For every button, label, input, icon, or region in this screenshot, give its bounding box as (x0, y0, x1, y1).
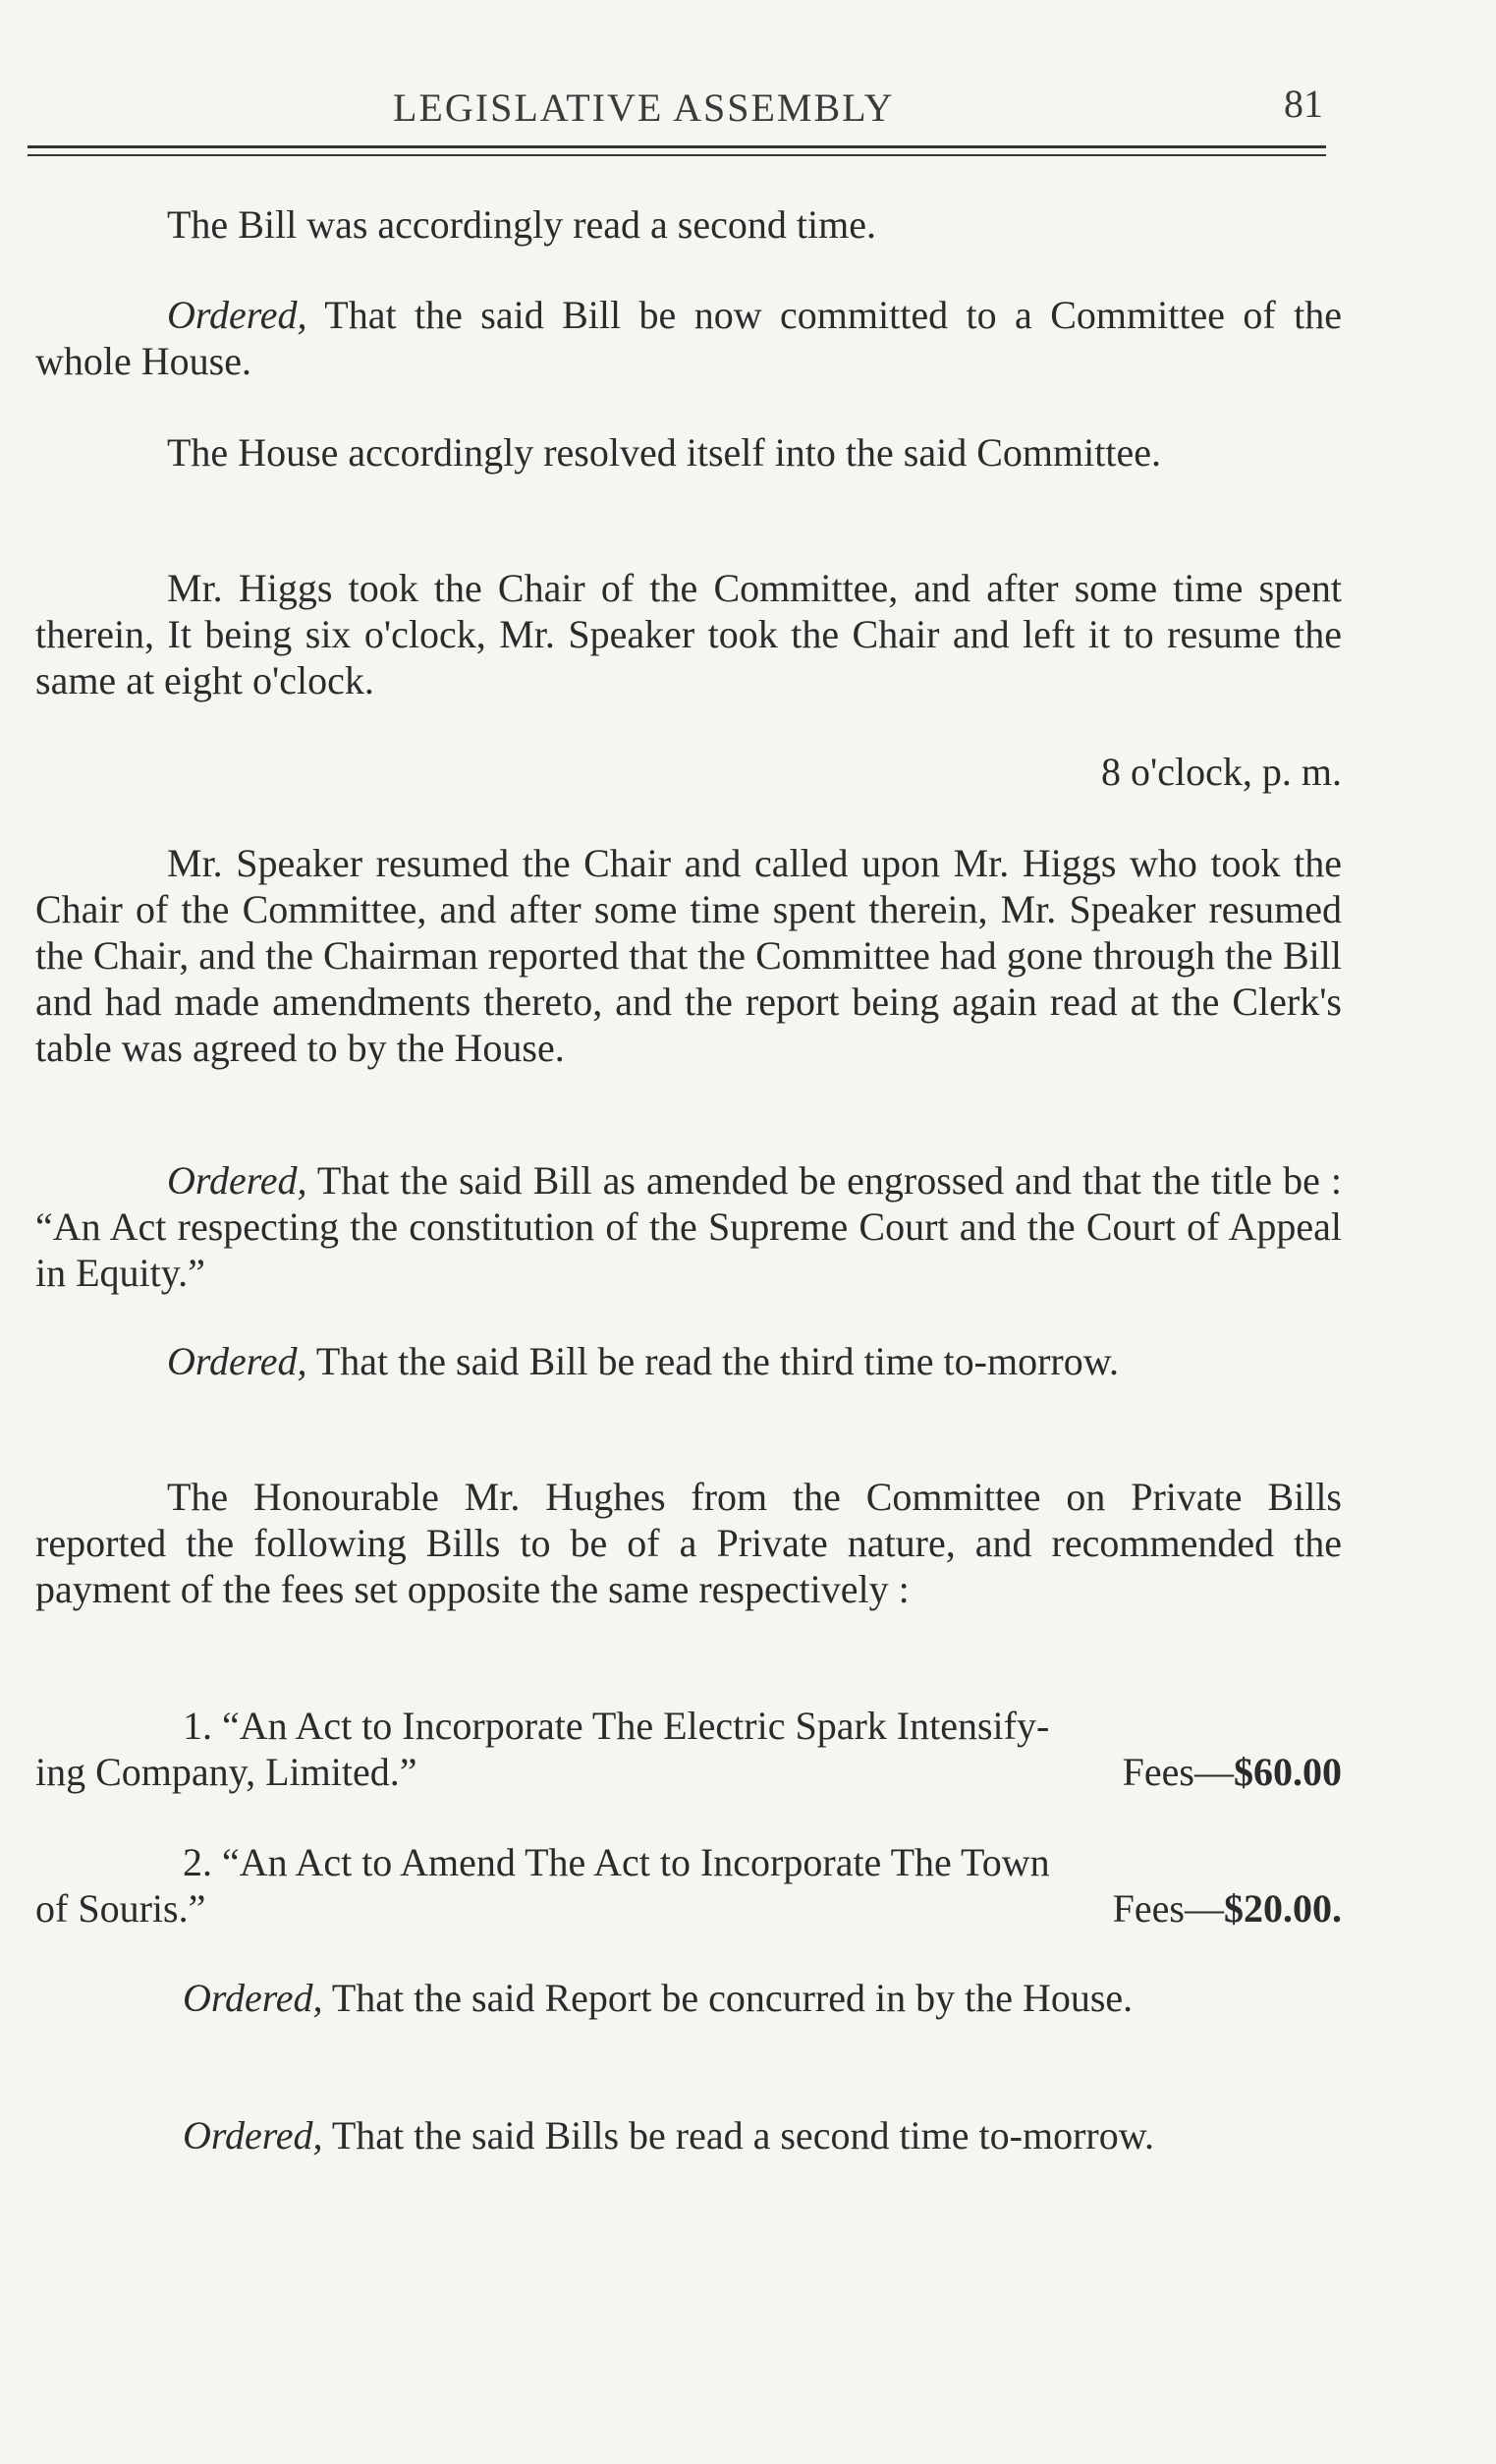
ordered-label: Ordered, (167, 1158, 307, 1203)
bill-item-title: 1. “An Act to Incorporate The Electric Spark Intensify- (183, 1704, 1050, 1748)
paragraph-text: That the said Bill as amended be engrossed and that the title be : “An Act respecting the constitution of the Supreme Court and the Court of Appeal in Equity.” (35, 1158, 1342, 1295)
paragraph-private-bills (35, 1474, 1342, 1612)
paragraph-text: That the said Report be concurred in by the House. (331, 1976, 1134, 2020)
paragraph-text: The Bill was accordingly read a second time. (167, 202, 876, 247)
running-title: LEGISLATIVE ASSEMBLY (393, 85, 895, 130)
bill-item-fees (1113, 1885, 1342, 1932)
page-header (29, 77, 1331, 136)
fees-label: Fees— (1122, 1750, 1234, 1794)
bill-item-title: 2. “An Act to Amend The Act to Incorporate The Town (183, 1840, 1050, 1884)
paragraph-engrossed (35, 1157, 1342, 1296)
ordered-label: Ordered, (183, 1976, 323, 2020)
paragraph-text: Mr. Higgs took the Chair of the Committee, and after some time spent therein, It being six o'clock, Mr. Speaker took the Chair and left it to resume the same at eight o'clock. (35, 566, 1342, 702)
bill-item-fees (1123, 1749, 1342, 1795)
page-number: 81 (1284, 82, 1323, 126)
paragraph-report (35, 840, 1342, 1071)
paragraph-third-reading (35, 1338, 1342, 1384)
header-rule-bottom (28, 154, 1326, 156)
paragraph-text: The Honourable Mr. Hughes from the Committee on Private Bills reported the following Bills to be of a Private nature, and recommended the payment of the fees set opposite the same respectively : (35, 1475, 1342, 1611)
bill-item-2 (35, 1839, 1342, 1932)
paragraph-text: That the said Bill be read the third time to-morrow. (315, 1339, 1120, 1383)
bill-item-title-cont: of Souris.” (35, 1886, 206, 1931)
paragraph-text: Mr. Speaker resumed the Chair and called upon Mr. Higgs who took the Chair of the Committee, and after some time spent therein, Mr. Speaker resumed the Chair, and the Chairman reported that the Committee had gone through the Bill and had made amendments thereto, and the report being again read at the Clerk's table was agreed to by the House. (35, 841, 1342, 1070)
bill-item-title-cont: ing Company, Limited.” (35, 1750, 417, 1794)
ordered-label: Ordered, (183, 2113, 323, 2157)
fees-amount: $20.00. (1224, 1886, 1342, 1931)
fees-label: Fees— (1112, 1886, 1224, 1931)
time-marker (35, 749, 1342, 795)
bill-item-1 (35, 1703, 1342, 1795)
paragraph-committed (35, 292, 1342, 384)
ordered-label: Ordered, (167, 1339, 307, 1383)
paragraph-concurred (35, 1975, 1342, 2021)
paragraph-text: That the said Bills be read a second time to-morrow. (331, 2113, 1155, 2157)
ordered-label: Ordered, (167, 293, 307, 337)
paragraph-text: That the said Bill be now committed to a Committee of the whole House. (35, 293, 1342, 383)
paragraph-bills-second-reading (35, 2112, 1342, 2158)
paragraph-text: The House accordingly resolved itself into the said Committee. (167, 430, 1161, 475)
paragraph-second-reading (35, 201, 1342, 248)
header-rule-top (28, 145, 1326, 148)
paragraph-resolved (35, 429, 1342, 476)
paragraph-six-oclock (35, 565, 1342, 703)
time-marker-text: 8 o'clock, p. m. (1101, 750, 1342, 794)
fees-amount: $60.00 (1234, 1750, 1342, 1794)
